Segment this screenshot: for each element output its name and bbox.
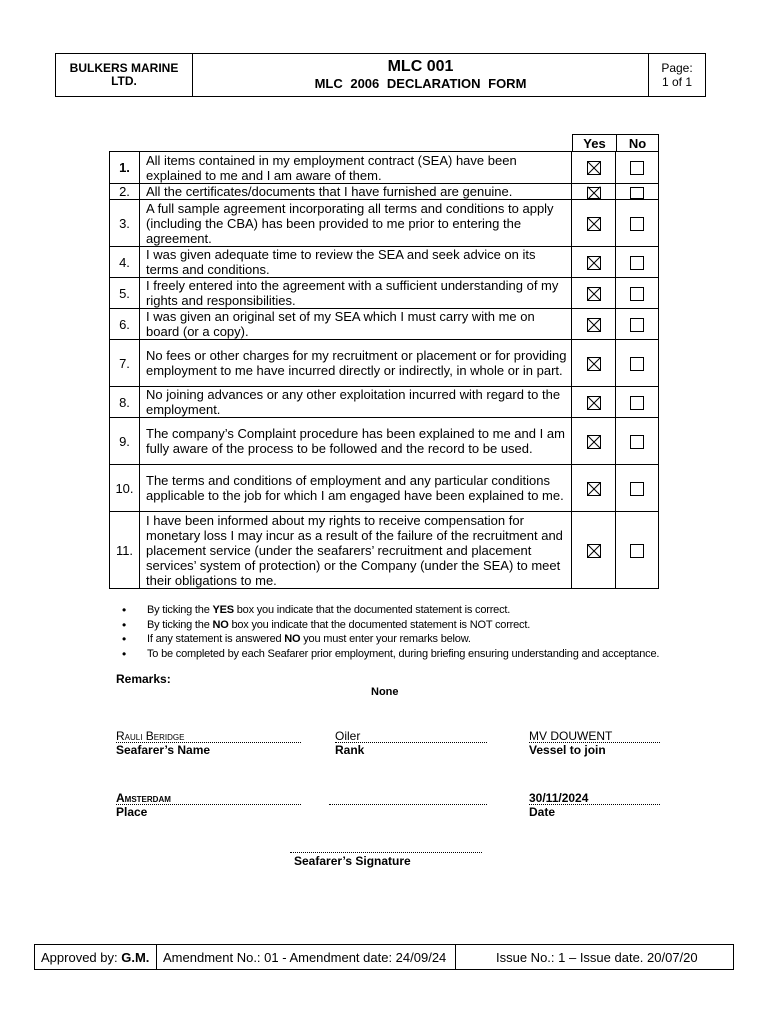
form-footer <box>34 944 734 970</box>
seafarer-name-label: Seafarer’s Name <box>116 743 211 757</box>
statement-text: The company’s Complaint procedure has been explained to me and I am fully aware of the process to be followed and the record to be used. <box>140 418 572 465</box>
seafarer-name-field <box>116 728 301 757</box>
vessel-value[interactable]: MV DOUWENT <box>529 728 660 743</box>
no-cell <box>616 278 659 309</box>
yes-checkbox[interactable] <box>587 435 601 449</box>
instruction-item <box>122 647 722 662</box>
signature-label: Seafarer’s Signature <box>294 854 411 868</box>
statement-number: 11. <box>110 512 140 589</box>
page-indicator <box>649 54 705 96</box>
instruction-text: If any statement is answered <box>147 633 285 645</box>
statement-row <box>110 465 659 512</box>
company-name <box>56 54 193 96</box>
company-line-1: BULKERS MARINE <box>69 61 179 75</box>
no-cell <box>616 309 659 340</box>
no-checkbox[interactable] <box>630 161 644 175</box>
no-cell <box>616 200 659 247</box>
statement-row <box>110 184 659 200</box>
statement-row <box>110 387 659 418</box>
vessel-field <box>529 728 660 757</box>
statements-table <box>109 151 659 589</box>
no-column-header: No <box>628 135 647 151</box>
no-checkbox[interactable] <box>630 435 644 449</box>
yes-checkbox[interactable] <box>587 161 601 175</box>
no-cell <box>616 512 659 589</box>
blank-value[interactable] <box>329 790 487 805</box>
instruction-text: you must enter your remarks below. <box>300 633 471 645</box>
statement-text: I was given adequate time to review the SEA and seek advice on its terms and conditions. <box>140 247 572 278</box>
statement-number: 2. <box>110 184 140 200</box>
remarks-label: Remarks: <box>116 672 171 686</box>
no-checkbox[interactable] <box>630 482 644 496</box>
statement-row <box>110 340 659 387</box>
amendment-info: Amendment No.: 01 - Amendment date: 24/09/24 <box>157 945 456 969</box>
instruction-text: By ticking the <box>147 604 213 616</box>
yes-cell <box>572 387 616 418</box>
place-value[interactable]: Amsterdam <box>116 790 301 805</box>
vessel-label: Vessel to join <box>529 743 606 757</box>
no-cell <box>616 152 659 184</box>
seafarer-name-value[interactable]: Rauli Beridge <box>116 728 301 743</box>
no-cell <box>616 247 659 278</box>
statement-number: 10. <box>110 465 140 512</box>
issue-info: Issue No.: 1 – Issue date. 20/07/20 <box>496 949 698 965</box>
no-checkbox[interactable] <box>630 287 644 301</box>
statement-number: 7. <box>110 340 140 387</box>
yes-cell <box>572 309 616 340</box>
no-checkbox[interactable] <box>630 187 644 199</box>
instruction-text: box you indicate that the documented statement is NOT correct. <box>228 618 531 631</box>
statement-row <box>110 418 659 465</box>
approved-value: G.M. <box>121 949 150 965</box>
form-title: MLC 2006 DECLARATION FORM <box>314 76 527 91</box>
no-cell <box>616 418 659 465</box>
statement-text: All the certificates/documents that I have furnished are genuine. <box>140 184 572 200</box>
yes-checkbox[interactable] <box>587 217 601 231</box>
statement-number: 8. <box>110 387 140 418</box>
yes-checkbox[interactable] <box>587 544 601 558</box>
instruction-item <box>122 618 722 633</box>
statement-text: The terms and conditions of employment and any particular conditions applicable to the job for which I am engaged have been explained to me. <box>140 465 572 512</box>
instructions-list <box>122 603 722 661</box>
yes-column-header: Yes <box>573 135 617 151</box>
approved-label: Approved by: <box>41 949 118 965</box>
statement-number: 9. <box>110 418 140 465</box>
instruction-emphasis: NO <box>212 618 229 631</box>
date-field <box>529 790 660 819</box>
statement-text: A full sample agreement incorporating all terms and conditions to apply (including the CBA) has been provided to me prior to entering the agreement. <box>140 200 572 247</box>
yes-checkbox[interactable] <box>587 318 601 332</box>
statement-row <box>110 247 659 278</box>
no-cell <box>616 340 659 387</box>
remarks-value[interactable]: None <box>371 686 399 698</box>
instruction-text: box you indicate that the documented statement is correct. <box>233 604 511 616</box>
no-checkbox[interactable] <box>630 318 644 332</box>
form-code: MLC 001 <box>387 58 454 75</box>
statement-number: 1. <box>110 152 140 184</box>
statement-text: I have been informed about my rights to receive compensation for monetary loss I may incur as a result of the failure of the recruitment and placement service (under the seafarers’ recruitment and placement services’ system of protection) or the Company (under the SEA) to meet their obligations to me. <box>140 512 572 589</box>
approved-by <box>35 945 157 969</box>
yes-cell <box>572 418 616 465</box>
yes-cell <box>572 152 616 184</box>
statement-row <box>110 512 659 589</box>
yes-checkbox[interactable] <box>587 357 601 371</box>
statement-number: 3. <box>110 200 140 247</box>
yes-checkbox[interactable] <box>587 187 601 199</box>
no-cell <box>616 387 659 418</box>
date-label: Date <box>529 805 556 819</box>
yes-cell <box>572 247 616 278</box>
statement-number: 6. <box>110 309 140 340</box>
instruction-item <box>122 632 722 647</box>
blank-field <box>329 790 487 805</box>
instruction-text: To be completed by each Seafarer prior employment, during briefing ensuring understanding and acceptance. <box>147 647 660 660</box>
instruction-emphasis: NO <box>284 633 301 645</box>
page-value: 1 of 1 <box>661 75 693 89</box>
yes-cell <box>572 200 616 247</box>
yes-cell <box>572 340 616 387</box>
statement-number: 5. <box>110 278 140 309</box>
yes-no-header <box>572 134 659 151</box>
rank-label: Rank <box>335 743 365 757</box>
form-title-block <box>193 54 649 96</box>
statement-text: No fees or other charges for my recruitment or placement or for providing employment to me have incurred directly or indirectly, in whole or in part. <box>140 340 572 387</box>
no-checkbox[interactable] <box>630 256 644 270</box>
statement-row <box>110 200 659 247</box>
yes-checkbox[interactable] <box>587 256 601 270</box>
yes-cell <box>572 512 616 589</box>
no-checkbox[interactable] <box>630 544 644 558</box>
no-cell <box>616 465 659 512</box>
company-line-2: LTD. <box>111 74 137 88</box>
statement-row <box>110 309 659 340</box>
statement-text: I was given an original set of my SEA which I must carry with me on board (or a copy). <box>140 309 572 340</box>
form-header <box>55 53 706 97</box>
yes-checkbox[interactable] <box>587 482 601 496</box>
no-checkbox[interactable] <box>630 217 644 231</box>
signature-field <box>290 842 482 868</box>
signature-line[interactable] <box>290 842 482 853</box>
yes-checkbox[interactable] <box>587 287 601 301</box>
statement-number: 4. <box>110 247 140 278</box>
place-label: Place <box>116 805 148 819</box>
statement-row <box>110 152 659 184</box>
page-label: Page: <box>661 61 693 75</box>
rank-field <box>335 728 487 757</box>
yes-checkbox[interactable] <box>587 396 601 410</box>
statement-text: No joining advances or any other exploitation incurred with regard to the employment. <box>140 387 572 418</box>
instruction-emphasis: YES <box>212 604 234 616</box>
instruction-text: By ticking the <box>147 618 213 631</box>
instruction-item <box>122 603 722 618</box>
statement-row <box>110 278 659 309</box>
yes-cell <box>572 184 616 200</box>
yes-cell <box>572 465 616 512</box>
statement-text: All items contained in my employment contract (SEA) have been explained to me and I am aware of them. <box>140 152 572 184</box>
no-checkbox[interactable] <box>630 357 644 371</box>
statement-text: I freely entered into the agreement with a sufficient understanding of my rights and responsibilities. <box>140 278 572 309</box>
place-field <box>116 790 301 819</box>
date-value[interactable]: 30/11/2024 <box>529 790 660 805</box>
no-cell <box>616 184 659 200</box>
rank-value[interactable]: Oiler <box>335 728 487 743</box>
yes-cell <box>572 278 616 309</box>
no-checkbox[interactable] <box>630 396 644 410</box>
